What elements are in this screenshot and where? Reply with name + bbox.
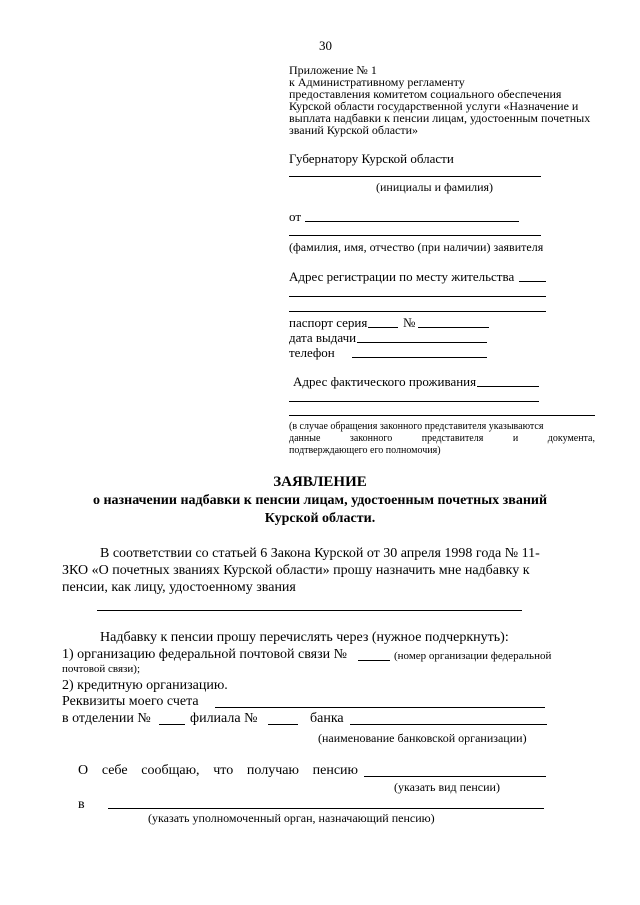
fio-field-line[interactable] <box>289 235 541 236</box>
self-word: сообщаю, <box>141 763 200 778</box>
actual-address-field-3[interactable] <box>289 415 595 416</box>
passport-series-label: паспорт серия <box>289 315 368 330</box>
post-number-hint-2: почтовой связи); <box>62 663 140 675</box>
passport-series-field[interactable] <box>368 327 398 328</box>
branch-number-field[interactable] <box>159 724 185 725</box>
appendix-line: Приложение № 1 <box>289 63 377 77</box>
rep-note-line-1: (в случае обращения законного представителя указываются <box>289 421 544 432</box>
issue-date-label: дата выдачи <box>289 330 357 345</box>
reg-address-field-line-3[interactable] <box>289 311 546 312</box>
passport-number-field[interactable] <box>418 327 489 328</box>
rep-note-word: данные <box>289 433 321 444</box>
self-word: О <box>78 763 89 778</box>
appendix-line: предоставления комитетом социального обеспечения <box>289 87 562 101</box>
addressee-governor: Губернатору Курской области <box>289 151 454 166</box>
self-word: получаю <box>246 763 299 778</box>
in-label: в <box>78 797 85 812</box>
passport-number-label: № <box>403 315 416 330</box>
filial-number-field[interactable] <box>268 724 298 725</box>
statement-subtitle: о назначении надбавки к пенсии лицам, удостоенным почетных званий <box>92 493 548 508</box>
para1-line-1: В соответствии со статьей 6 Закона Курской от 30 апреля 1998 года № 11- <box>100 546 540 561</box>
option-bank[interactable]: 2) кредитную организацию. <box>62 678 228 693</box>
initials-hint: (инициалы и фамилия) <box>376 180 494 194</box>
account-label: Реквизиты моего счета <box>62 694 199 709</box>
from-field-line[interactable] <box>305 221 519 222</box>
reg-address-label: Адрес регистрации по месту жительства <box>289 269 515 284</box>
account-field[interactable] <box>215 707 545 708</box>
option-post[interactable]: 1) организацию федеральной почтовой связи № <box>62 647 347 662</box>
pension-type-hint: (указать вид пенсии) <box>394 780 500 794</box>
post-number-hint: (номер организации федеральной <box>394 650 552 662</box>
para1-line-2: ЗКО «О почетных званиях Курской области» прошу назначить мне надбавку к <box>62 563 530 578</box>
self-word: пенсию <box>312 763 358 778</box>
from-label: от <box>289 209 302 224</box>
appendix-line: званий Курской области» <box>289 123 419 137</box>
actual-address-label: Адрес фактического проживания <box>293 374 477 389</box>
statement-subtitle-2: Курской области. <box>264 511 376 526</box>
self-word: себе <box>101 763 128 778</box>
phone-label: телефон <box>289 345 335 360</box>
post-number-field[interactable] <box>358 660 390 661</box>
bank-hint: (наименование банковской организации) <box>318 731 527 745</box>
self-word: что <box>213 763 234 778</box>
title-field-line[interactable] <box>97 610 522 611</box>
bank-name-field[interactable] <box>350 724 547 725</box>
authority-field[interactable] <box>108 808 544 809</box>
actual-address-field-2[interactable] <box>289 401 539 402</box>
rep-note-word: документа, <box>547 433 595 444</box>
reg-address-field-line-2[interactable] <box>289 296 546 297</box>
fio-hint: (фамилия, имя, отчество (при наличии) заявителя <box>289 240 544 254</box>
rep-note-word: законного <box>349 433 393 444</box>
authority-hint: (указать уполномоченный орган, назначающий пенсию) <box>148 811 435 825</box>
phone-field[interactable] <box>352 357 487 358</box>
page-number: 30 <box>319 38 332 53</box>
reg-address-field-line[interactable] <box>519 281 546 282</box>
rep-note-line-2 <box>289 433 595 444</box>
transfer-intro: Надбавку к пенсии прошу перечислять через (нужное подчеркнуть): <box>100 630 509 645</box>
appendix-line: выплата надбавки к пенсии лицам, удостоенным почетных <box>289 111 591 125</box>
pension-type-field[interactable] <box>364 776 546 777</box>
self-info-label <box>78 763 358 779</box>
rep-note-word: и <box>512 433 519 444</box>
actual-address-field[interactable] <box>477 386 539 387</box>
appendix-line: к Административному регламенту <box>289 75 465 89</box>
statement-title: ЗАЯВЛЕНИЕ <box>273 474 367 490</box>
initials-field-line[interactable] <box>289 176 541 177</box>
filial-label: филиала № <box>190 711 258 726</box>
issue-date-field[interactable] <box>357 342 487 343</box>
bank-label: банка <box>310 711 344 726</box>
rep-note-line-3: подтверждающего его полномочия) <box>289 445 441 456</box>
para1-line-3: пенсии, как лицу, удостоенному звания <box>62 580 296 595</box>
branch-label: в отделении № <box>62 711 151 726</box>
appendix-line: Курской области государственной услуги «Назначение и <box>289 99 579 113</box>
rep-note-word: представителя <box>421 433 484 444</box>
